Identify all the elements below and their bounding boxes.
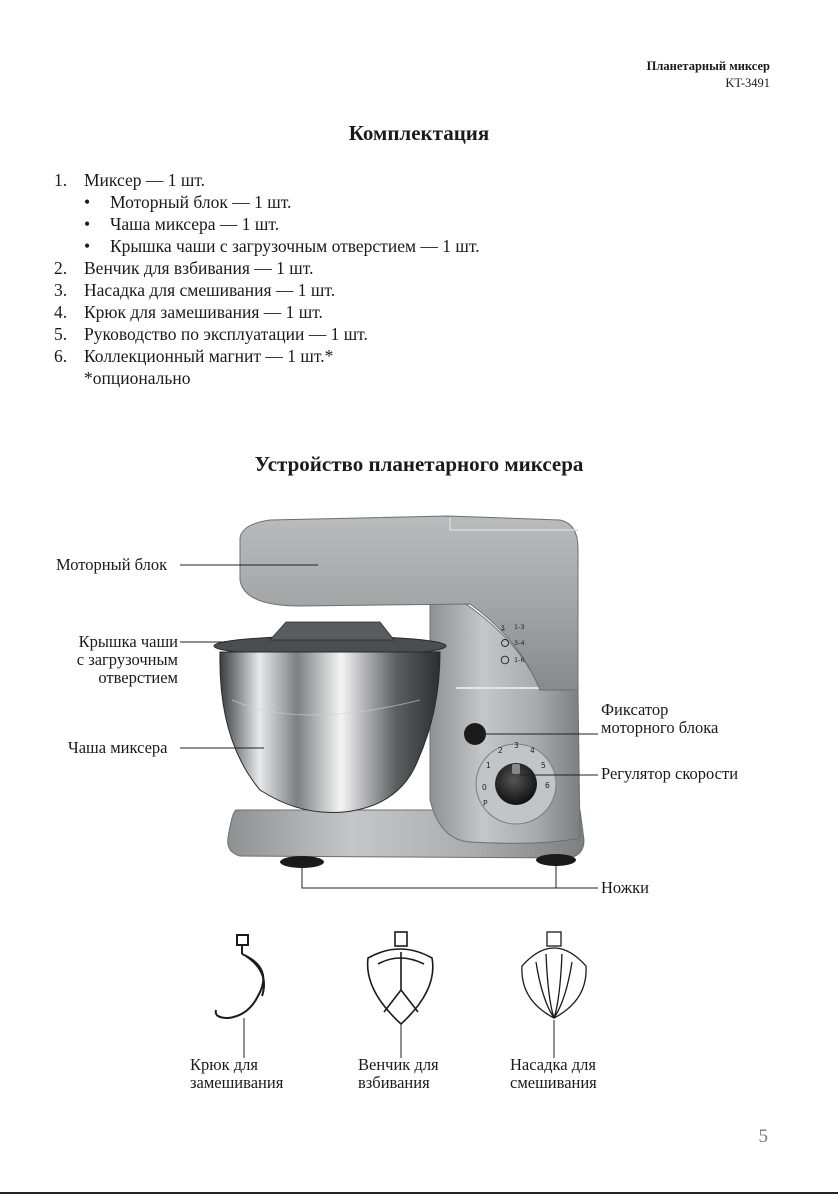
svg-text:6: 6	[545, 781, 550, 790]
section-title-device: Устройство планетарного миксера	[254, 452, 584, 476]
list-note: *опционально	[84, 368, 191, 388]
lid-opening	[270, 622, 394, 640]
foot-left	[280, 856, 324, 868]
list-item: • Моторный блок — 1 шт.	[84, 192, 292, 212]
svg-text:1-3: 1-3	[514, 623, 525, 631]
foot-right	[536, 854, 576, 866]
label-motor-block: Моторный блок	[56, 555, 168, 574]
flat-beater-icon	[368, 932, 433, 1024]
list-item: 5. Руководство по эксплуатации — 1 шт.	[54, 324, 368, 344]
svg-text:3: 3	[514, 741, 519, 750]
header-model: KT-3491	[725, 76, 770, 90]
label-whisk: Насадка для смешивания	[510, 1055, 597, 1092]
label-feet: Ножки	[601, 878, 650, 897]
svg-text:5: 5	[541, 761, 546, 770]
list-item: • Крышка чаши с загрузочным отверстием — 1 шт.	[84, 236, 480, 256]
list-item: 2. Венчик для взбивания — 1 шт.	[54, 258, 314, 278]
bottom-rule	[0, 1192, 838, 1194]
list-item: • Чаша миксера — 1 шт.	[84, 214, 280, 234]
list-item: 6. Коллекционный магнит — 1 шт.*	[54, 346, 334, 366]
svg-text:2: 2	[498, 746, 503, 755]
whisk-attachment-icon	[522, 932, 586, 1018]
section-title-contents: Комплектация	[348, 121, 490, 145]
label-flat-beater: Венчик для взбивания	[358, 1055, 439, 1092]
svg-text:4: 4	[530, 746, 535, 755]
svg-text:1: 1	[486, 761, 491, 770]
label-dough-hook: Крюк для замешивания	[190, 1055, 284, 1092]
header-product: Планетарный миксер	[646, 59, 770, 73]
label-bowl-lid: Крышка чаши с загрузочным отверстием	[76, 632, 178, 687]
list-item: 4. Крюк для замешивания — 1 шт.	[54, 302, 323, 322]
svg-text:3-4: 3-4	[514, 639, 525, 647]
svg-text:P: P	[483, 799, 488, 808]
list-item: 1. Миксер — 1 шт.	[54, 170, 206, 190]
label-speed-control: Регулятор скорости	[601, 764, 739, 783]
hook-icon: ʓ	[501, 623, 505, 631]
dough-hook-icon	[216, 935, 264, 1018]
page-number: 5	[758, 1126, 768, 1147]
label-head-lock: Фиксатор моторного блока	[601, 700, 719, 737]
label-bowl: Чаша миксера	[68, 738, 168, 757]
svg-text:1-6: 1-6	[514, 656, 525, 664]
list-item: 3. Насадка для смешивания — 1 шт.	[54, 280, 336, 300]
mixer-bowl	[220, 652, 440, 813]
svg-text:0: 0	[482, 783, 487, 792]
